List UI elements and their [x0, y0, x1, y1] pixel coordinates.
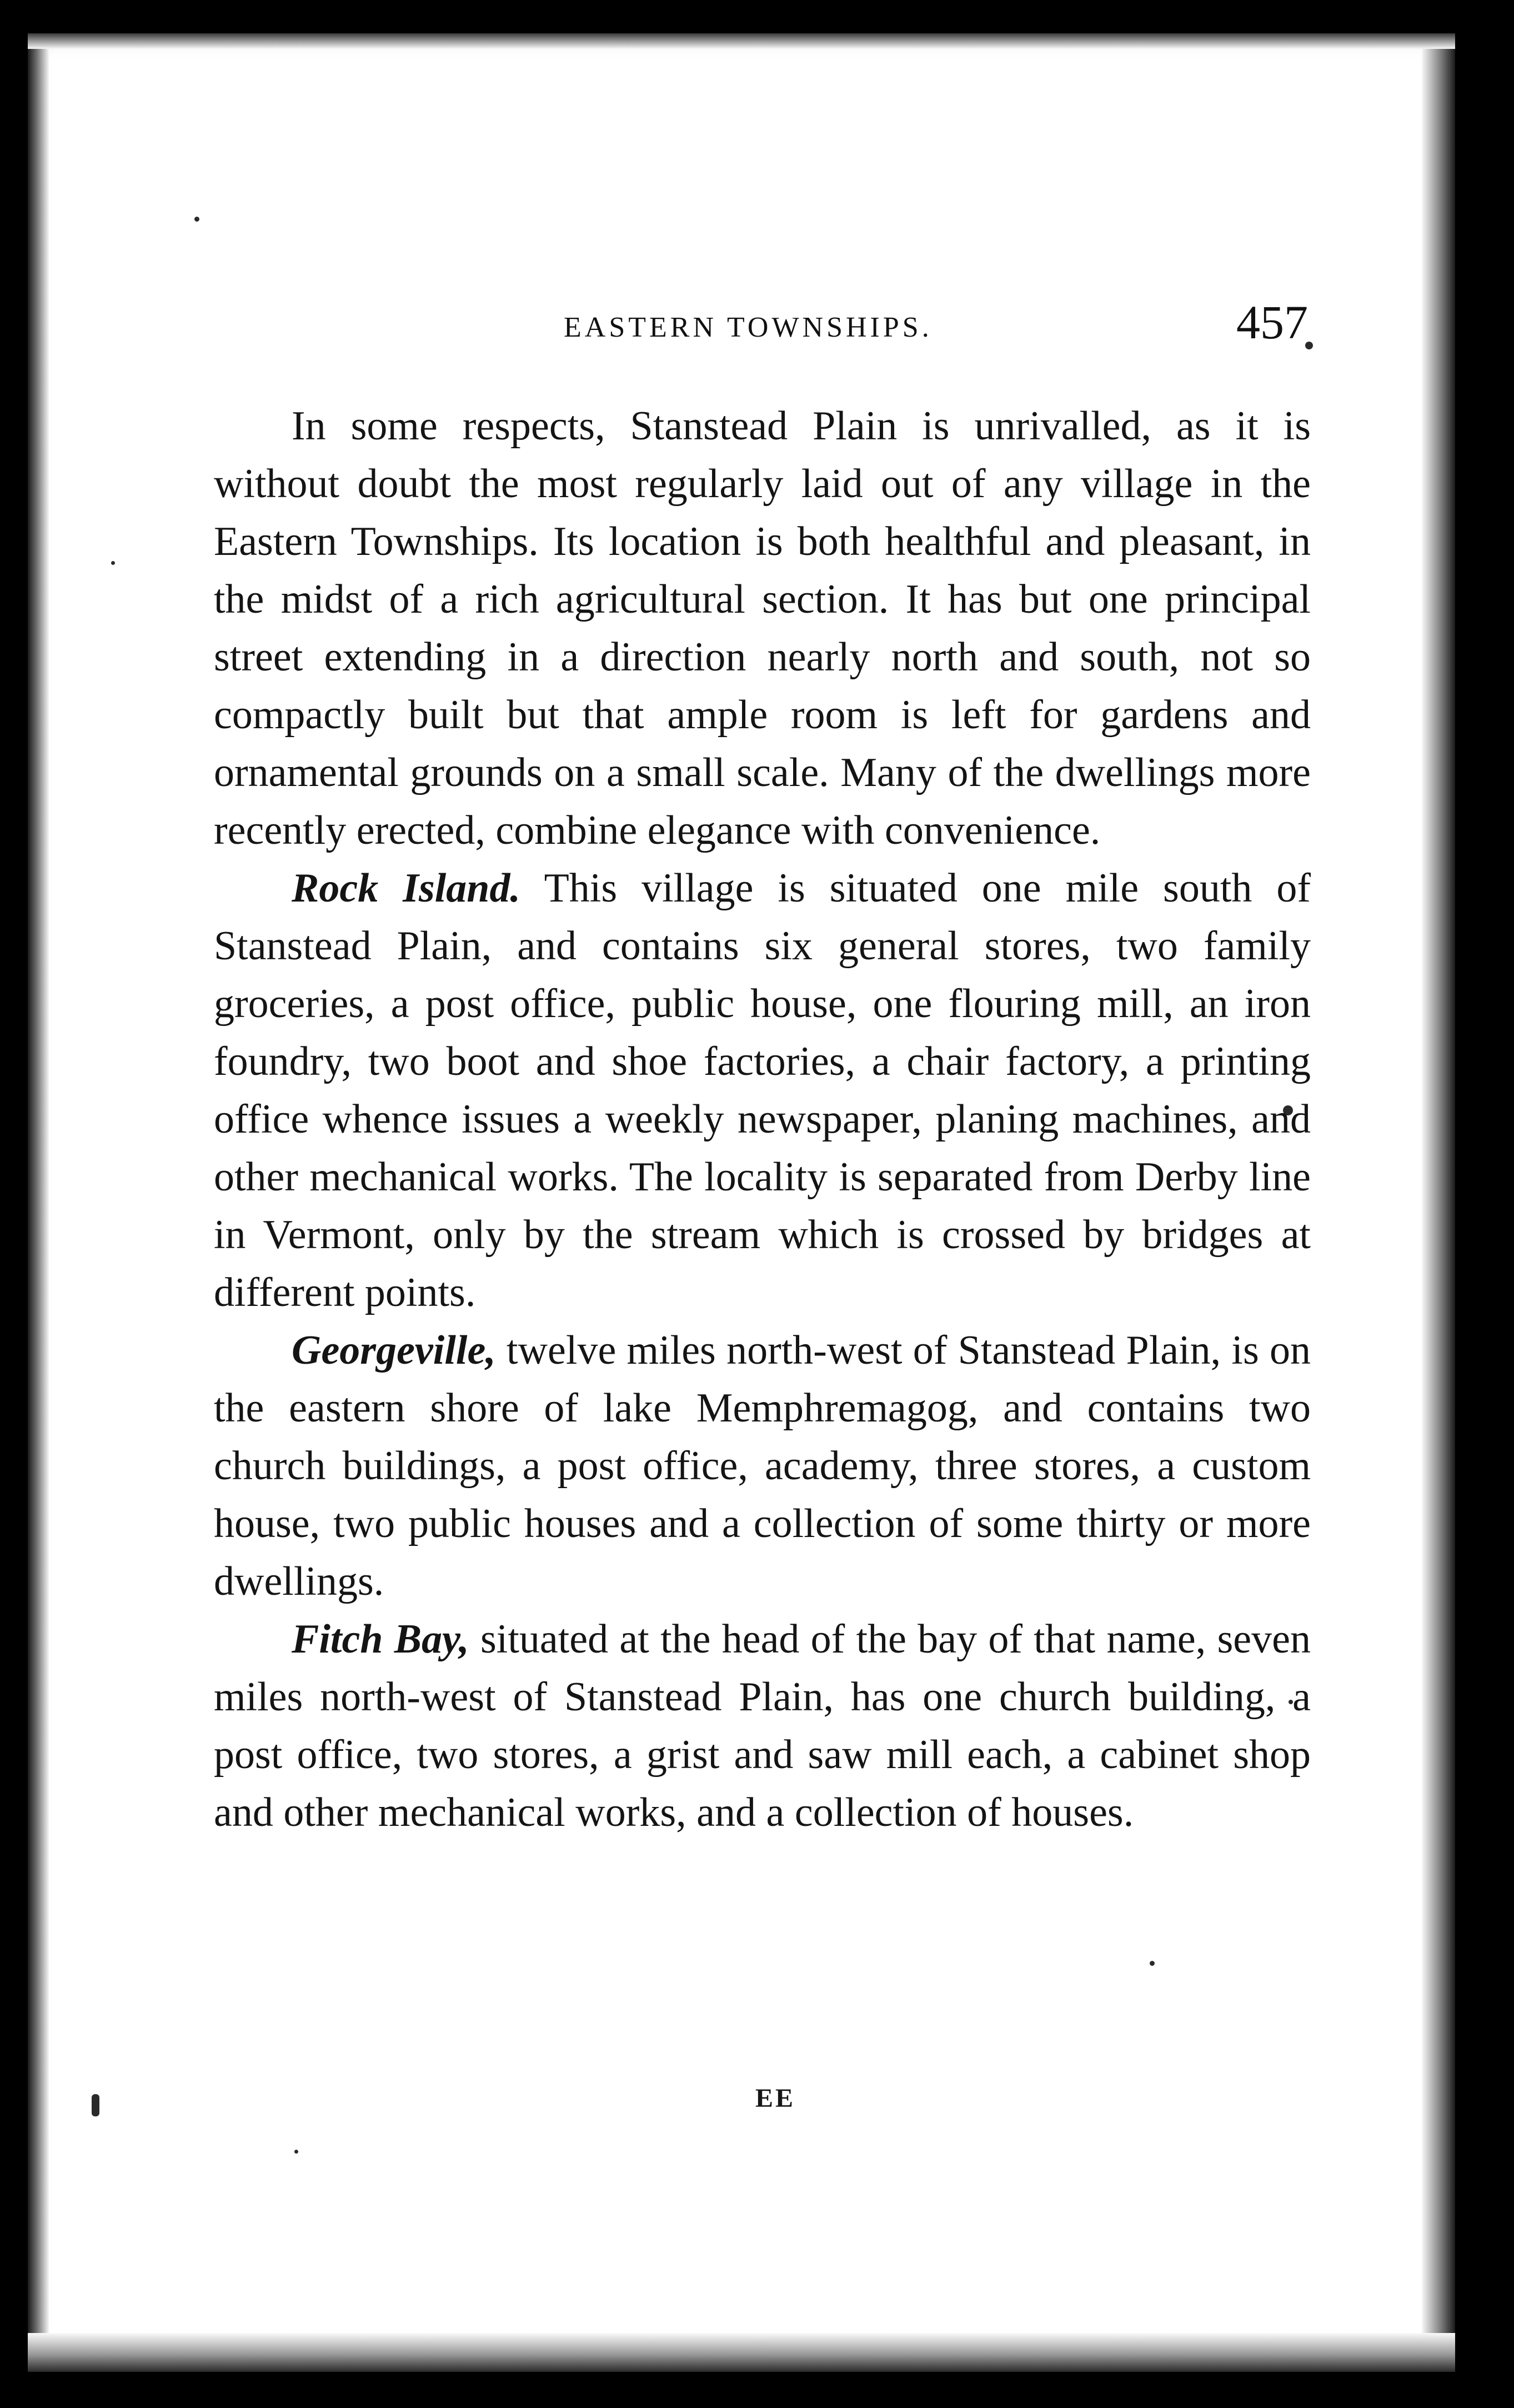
paper-speck — [194, 217, 199, 222]
book-page — [28, 33, 1455, 2372]
paragraph-georgeville — [214, 1321, 1311, 1610]
paragraph-fitch-bay — [214, 1610, 1311, 1841]
paragraph-stanstead-plain — [214, 397, 1311, 859]
paragraph-lead: Rock Island. — [292, 865, 520, 911]
signature-mark: EE — [755, 2084, 796, 2113]
page-edge-bottom — [28, 2333, 1455, 2372]
body-text — [214, 397, 1311, 1841]
paragraph-rock-island — [214, 859, 1311, 1321]
paragraph-text: This village is situated one mile south of Stanstead Plain, and contains six general stores, two family groceries, a post office, public house, one flouring mill, an iron foundry, two boot and shoe factories, a chair factory, a printing office whence issues a weekly newspaper, planing machines, and other mechanical works. The locality is separated from Derby line in Vermont, only by the stream which is crossed by bridges at different points. — [214, 865, 1311, 1315]
paragraph-text: situated at the head of the bay of that name, seven miles north-west of Stanstead Plain, has one church building, a post office, two stores, a grist and saw mill each, a cabinet shop and other mechanical works, and a collection of houses. — [214, 1616, 1311, 1835]
paper-speck — [1150, 1961, 1155, 1966]
page-edge-right — [1422, 33, 1455, 2372]
paragraph-lead: Georgeville, — [292, 1328, 496, 1373]
paragraph-text: twelve miles north-west of Stanstead Plain, is on the eastern shore of lake Memphremagog, and contains two church buildings, a post office, academy, three stores, a custom house, two public houses and a collection of some thirty or more dwellings. — [214, 1328, 1311, 1604]
running-head — [219, 294, 1308, 356]
running-head-title: EASTERN TOWNSHIPS. — [564, 312, 933, 343]
page-number: 457 — [1236, 296, 1308, 349]
paper-speck — [92, 2094, 99, 2116]
paragraph-lead: Fitch Bay, — [292, 1616, 469, 1662]
page-edge-top — [28, 33, 1455, 49]
paragraph-text: In some respects, Stanstead Plain is unrivalled, as it is without doubt the most regularly laid out of any village in the Eastern Townships. Its location is both healthful and pleasant, in the midst of a rich agricultural section. It has but one principal street extending in a direction nearly north and south, not so compactly built but that ample room is left for gardens and ornamental grounds on a small scale. Many of the dwellings more recently erected, combine elegance with convenience. — [214, 403, 1311, 853]
paper-speck — [294, 2150, 298, 2154]
page-edge-left — [28, 33, 49, 2372]
paper-speck — [111, 561, 115, 565]
